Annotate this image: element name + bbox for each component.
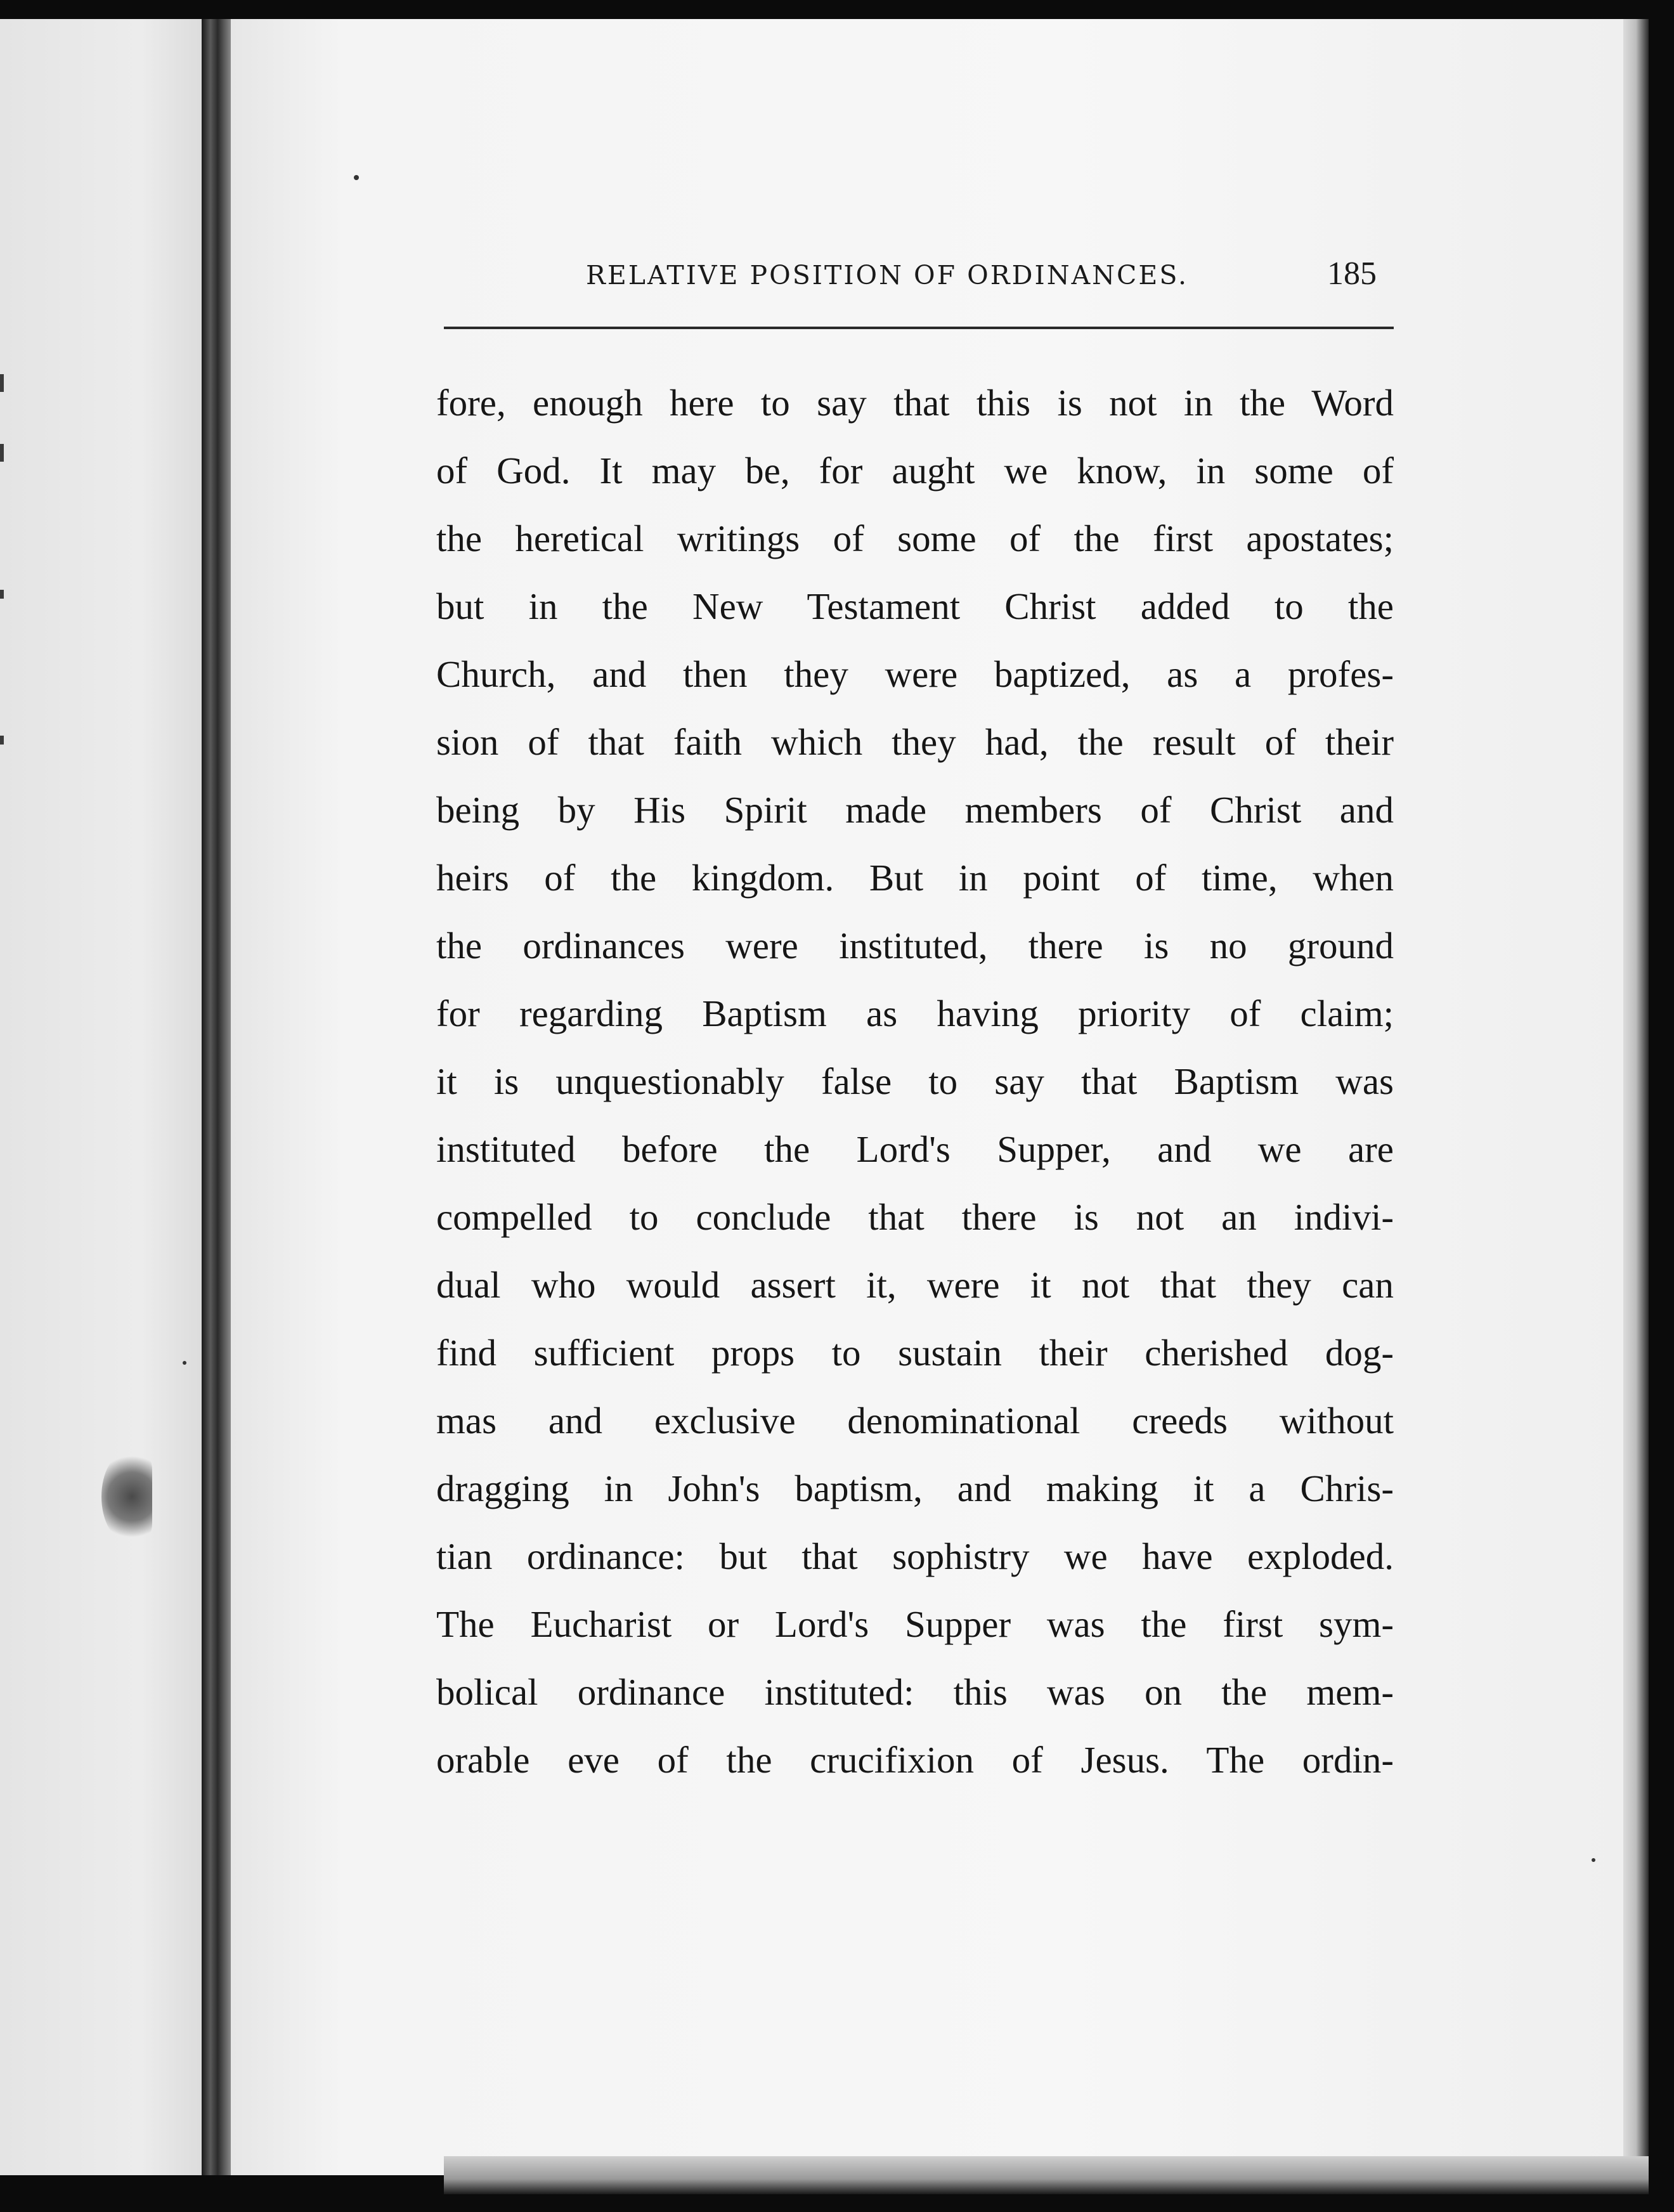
facing-page-edge bbox=[0, 19, 202, 2175]
page-edge-shadow bbox=[1623, 19, 1649, 2175]
bleed-mark bbox=[0, 374, 4, 392]
running-head: RELATIVE POSITION OF ORDINANCES. bbox=[586, 260, 1189, 290]
text-line: the ordinances were instituted, there is no ground bbox=[436, 925, 1394, 966]
bleed-mark bbox=[0, 444, 4, 462]
text-line: for regarding Baptism as having priority of claim; bbox=[436, 992, 1394, 1034]
header-rule bbox=[444, 327, 1394, 329]
text-line: tian ordinance: but that sophistry we have exploded. bbox=[436, 1535, 1394, 1577]
text-line: find sufficient props to sustain their cherished dog- bbox=[436, 1332, 1394, 1374]
text-line: dual who would assert it, were it not that they can bbox=[436, 1264, 1394, 1306]
text-line: but in the New Testament Christ added to the bbox=[436, 585, 1394, 627]
text-line: fore, enough here to say that this is not in the Word bbox=[436, 382, 1394, 424]
text-line: of God. It may be, for aught we know, in some of bbox=[436, 450, 1394, 491]
text-line: The Eucharist or Lord's Supper was the first sym- bbox=[436, 1603, 1394, 1645]
ink-smudge bbox=[101, 1452, 152, 1541]
text-line: bolical ordinance instituted: this was on the mem- bbox=[436, 1671, 1394, 1713]
text-line: being by His Spirit made members of Christ and bbox=[436, 789, 1394, 831]
text-line: instituted before the Lord's Supper, and we are bbox=[436, 1128, 1394, 1170]
page-number: 185 bbox=[1327, 256, 1377, 292]
text-line: compelled to conclude that there is not an indivi- bbox=[436, 1196, 1394, 1238]
dust-speck bbox=[1592, 1858, 1595, 1862]
text-line: sion of that faith which they had, the result of their bbox=[436, 721, 1394, 763]
text-line: mas and exclusive denominational creeds without bbox=[436, 1400, 1394, 1441]
text-line: dragging in John's baptism, and making it a Chris- bbox=[436, 1467, 1394, 1509]
dust-speck bbox=[354, 175, 359, 180]
text-line: orable eve of the crucifixion of Jesus. The ordin- bbox=[436, 1739, 1394, 1781]
bleed-mark bbox=[0, 590, 4, 599]
book-gutter bbox=[202, 19, 231, 2175]
bleed-mark bbox=[0, 736, 4, 745]
text-line: heirs of the kingdom. But in point of time, when bbox=[436, 857, 1394, 899]
text-line: Church, and then they were baptized, as a profes- bbox=[436, 653, 1394, 695]
page-bottom-edge bbox=[444, 2156, 1649, 2194]
body-text bbox=[436, 369, 1394, 1794]
dust-speck bbox=[183, 1361, 186, 1365]
text-line: the heretical writings of some of the first apostates; bbox=[436, 517, 1394, 559]
text-line: it is unquestionably false to say that Baptism was bbox=[436, 1060, 1394, 1102]
